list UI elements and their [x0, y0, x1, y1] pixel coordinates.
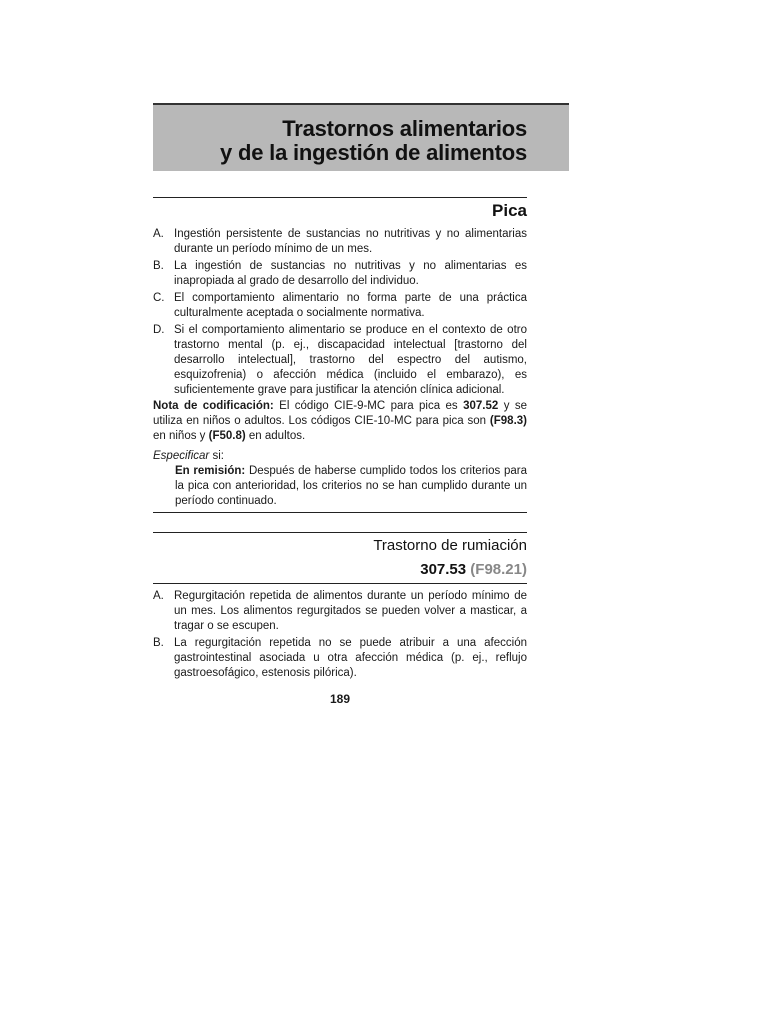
page-number: 189 [329, 692, 351, 706]
rumination-criterion-a: A. Regurgitación repetida de alimentos durante un período mínimo de un mes. Los alimentos regurgitados se pueden volver a masticar, a tragar o se escupen. [153, 590, 527, 632]
criterion-b: B. La ingestión de sustancias no nutritivas y no alimentarias es inapropiada al grado de desarrollo del individuo. [153, 260, 527, 287]
pica-criteria-list [153, 227, 527, 400]
icd10-code-rumination: (F98.21) [470, 561, 527, 578]
chapter-title [220, 117, 527, 165]
icd9-code-rumination: 307.53 [420, 561, 467, 578]
remission-label: En remisión: [175, 465, 246, 477]
chapter-title-line-1: Trastornos alimentarios [282, 116, 527, 141]
chapter-title-line-2: y de la ingestión de alimentos [220, 140, 527, 165]
section-divider-rumination [153, 532, 527, 533]
section-title-rumination: Trastorno de rumiación [373, 537, 527, 554]
icd10-code-children: (F98.3) [489, 415, 527, 427]
rumination-criteria-list [153, 589, 527, 683]
icd9-code: 307.52 [463, 400, 499, 412]
rumination-code [420, 561, 527, 578]
section-title-pica: Pica [492, 201, 527, 220]
criterion-c: C. El comportamiento alimentario no forma parte de una práctica culturalmente aceptada o socialmente normativa. [153, 292, 527, 319]
coding-note-label: Nota de codificación: [153, 400, 274, 412]
remission-specifier: En remisión: Después de haberse cumplido todos los criterios para la pica con anterioridad, los criterios no se han cumplido durante un período continuado. [175, 465, 527, 507]
criterion-d: D. Si el comportamiento alimentario se produce en el contexto de otro trastorno mental (p. ej., discapacidad intelectual [trastorno del desarrollo intelectual], trastorno del espectro del autismo, esquizofrenia) o afección médica (incluido el embarazo), es suficientemente grave para justificar la atención clínica adicional. [153, 324, 527, 396]
specify-line: Especificar si: [153, 450, 224, 462]
icd10-code-adults: (F50.8) [208, 430, 246, 442]
criterion-a: A. Ingestión persistente de sustancias no nutritivas y no alimentarias durante un período mínimo de un mes. [153, 228, 527, 255]
section-divider-rumination-bottom [153, 583, 527, 584]
section-divider-pica [153, 197, 527, 198]
chapter-banner [153, 103, 569, 171]
rumination-criterion-b: B. La regurgitación repetida no se puede atribuir a una afección gastrointestinal asociada u otra afección médica (p. ej., reflujo gastroesofágico, estenosis pilórica). [153, 637, 527, 679]
specify-label: Especificar [153, 450, 210, 462]
section-divider-rumination-top [153, 512, 527, 513]
coding-note: Nota de codificación: El código CIE-9-MC para pica es 307.52 y se utiliza en niños o adultos. Los códigos CIE-10-MC para pica son (F98.3) en niños y (F50.8) en adultos. [153, 400, 527, 442]
